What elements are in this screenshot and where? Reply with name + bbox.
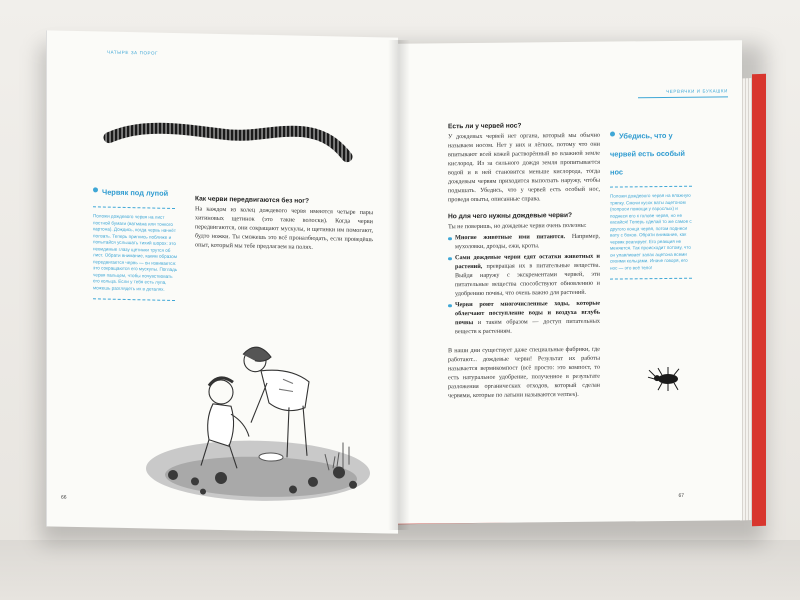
paragraph: В наши дни существует даже специальные фабрики, где работают... дождевые черви! Результат их работы называется вермикомпост (всё просто: это компост, то есть натуральное удобрение, полученное в результате разложения органических отходов, который сделан червями, которые по латыни называются vermes). [448, 345, 600, 400]
dashed-divider [610, 186, 692, 188]
left-main-column [195, 195, 373, 254]
left-running-head: ЧАТЫРЕ ЗА ПОРОГ [107, 49, 159, 56]
left-sidebar-body: Положи дождевого червя на лист постной бумаги (ватмана или тонкого картона). Дождись, когда червь начнёт ползать. Теперь пригнись поближе и попытайся услышать тихий шорох: это невидимые глазу щетинки трутся об лист. Обрати внимание, каким образом передвигается червь — он извивается: это сокращаются его мускулы. Погладь червя пальцем, чтобы почувствовать его кольца. Если у тебя есть лупа, можешь разглядеть их в деталях. [93, 213, 178, 292]
left-sidebar-title: Червяк под лупой [102, 187, 169, 198]
right-sidebar-header [610, 125, 696, 180]
paragraph: На каждом из колец дождевого червя имеются четыре пары хитиновых щетинок (это такие волоски). Когда черви передвигаются, они сокращают мускулы, и щетинки им помогают, будто ножки. Ты сможешь это всё проналбюдать, если проведёшь опыт, который мы тебе предлагаем на полях. [195, 205, 373, 252]
right-main-column [448, 122, 600, 402]
list-item: Сами дождевые черви едят остатки животных и растений, превращая их в питательные вещества. Выйдя наружу с экскрементами червей, эти питательные вещества способствуют обновлению и удобрению почвы, что очень важно для растений. [448, 253, 600, 300]
question-heading: Как черви передвигаются без ног? [195, 195, 310, 205]
dashed-divider [93, 298, 175, 301]
left-page [46, 30, 398, 533]
running-head-rule [638, 96, 728, 98]
left-page-number: 66 [61, 494, 67, 501]
earthworm-illustration [103, 112, 355, 177]
list-item: Черви роют многочисленные ходы, которые облегчают поступление воды и воздуха вглубь почвы и таким образом — доступ питательных веществ к растениям. [448, 300, 600, 338]
right-page-number: 67 [678, 492, 684, 499]
beetle-icon [646, 363, 690, 393]
paragraph: У дождевых червей нет органа, который мы обычно называем носом. Нет у них и лёгких, потому что они впитывают всей кожей растворённый во влажной земле кислород. Из за сильного дождя земля пропитывается водой и в ней становится меньше кислорода, тогда дождевым червям приходится выползать наружу, чтобы подышать. Убедись, что у червей есть особый нос, проведя опыты, описанные справа. [448, 131, 600, 204]
right-sidebar [610, 125, 696, 286]
children-garden-illustration [143, 328, 373, 509]
paragraph: Ты не поверишь, но дождевые черви очень полезны: [448, 222, 587, 231]
table-shadow [0, 540, 800, 600]
list-item: Многие животные ими питаются. Например, мухоловки, дрозды, ежи, кроты. [448, 233, 600, 253]
dashed-divider [93, 206, 175, 209]
benefits-list [448, 233, 600, 337]
left-sidebar-header [93, 181, 179, 201]
left-sidebar [93, 181, 179, 307]
bullet-dot-icon [93, 188, 98, 193]
question-heading: Но для чего нужны дождевые черви? [448, 212, 573, 221]
bullet-dot-icon [610, 132, 615, 137]
right-running-head: ЧЕРВЯЧКИ И БУКАШКИ [666, 88, 728, 94]
right-page [398, 40, 742, 524]
dashed-divider [610, 278, 692, 280]
question-heading: Есть ли у червей нос? [448, 122, 522, 131]
book-cover-spine [752, 74, 766, 526]
right-sidebar-body: Положи дождевого червя на влажную тряпку. Смочи кусок ваты ацетоном (попроси помощи у взрослых) и поднеси его к голове червя, но не касайся! Теперь сделай то же самое с другого конца червя, потом поднеси вату с боков. Обрати внимание, как червяк реагирует. Его реакция не меняется. Так происходит потому, что он улавливает запах ацетона всеми своими кольцами. Иначе говоря, его нос — это всё тело! [610, 192, 692, 271]
right-sidebar-title: Убедись, что у червей есть особый нос [610, 130, 685, 177]
